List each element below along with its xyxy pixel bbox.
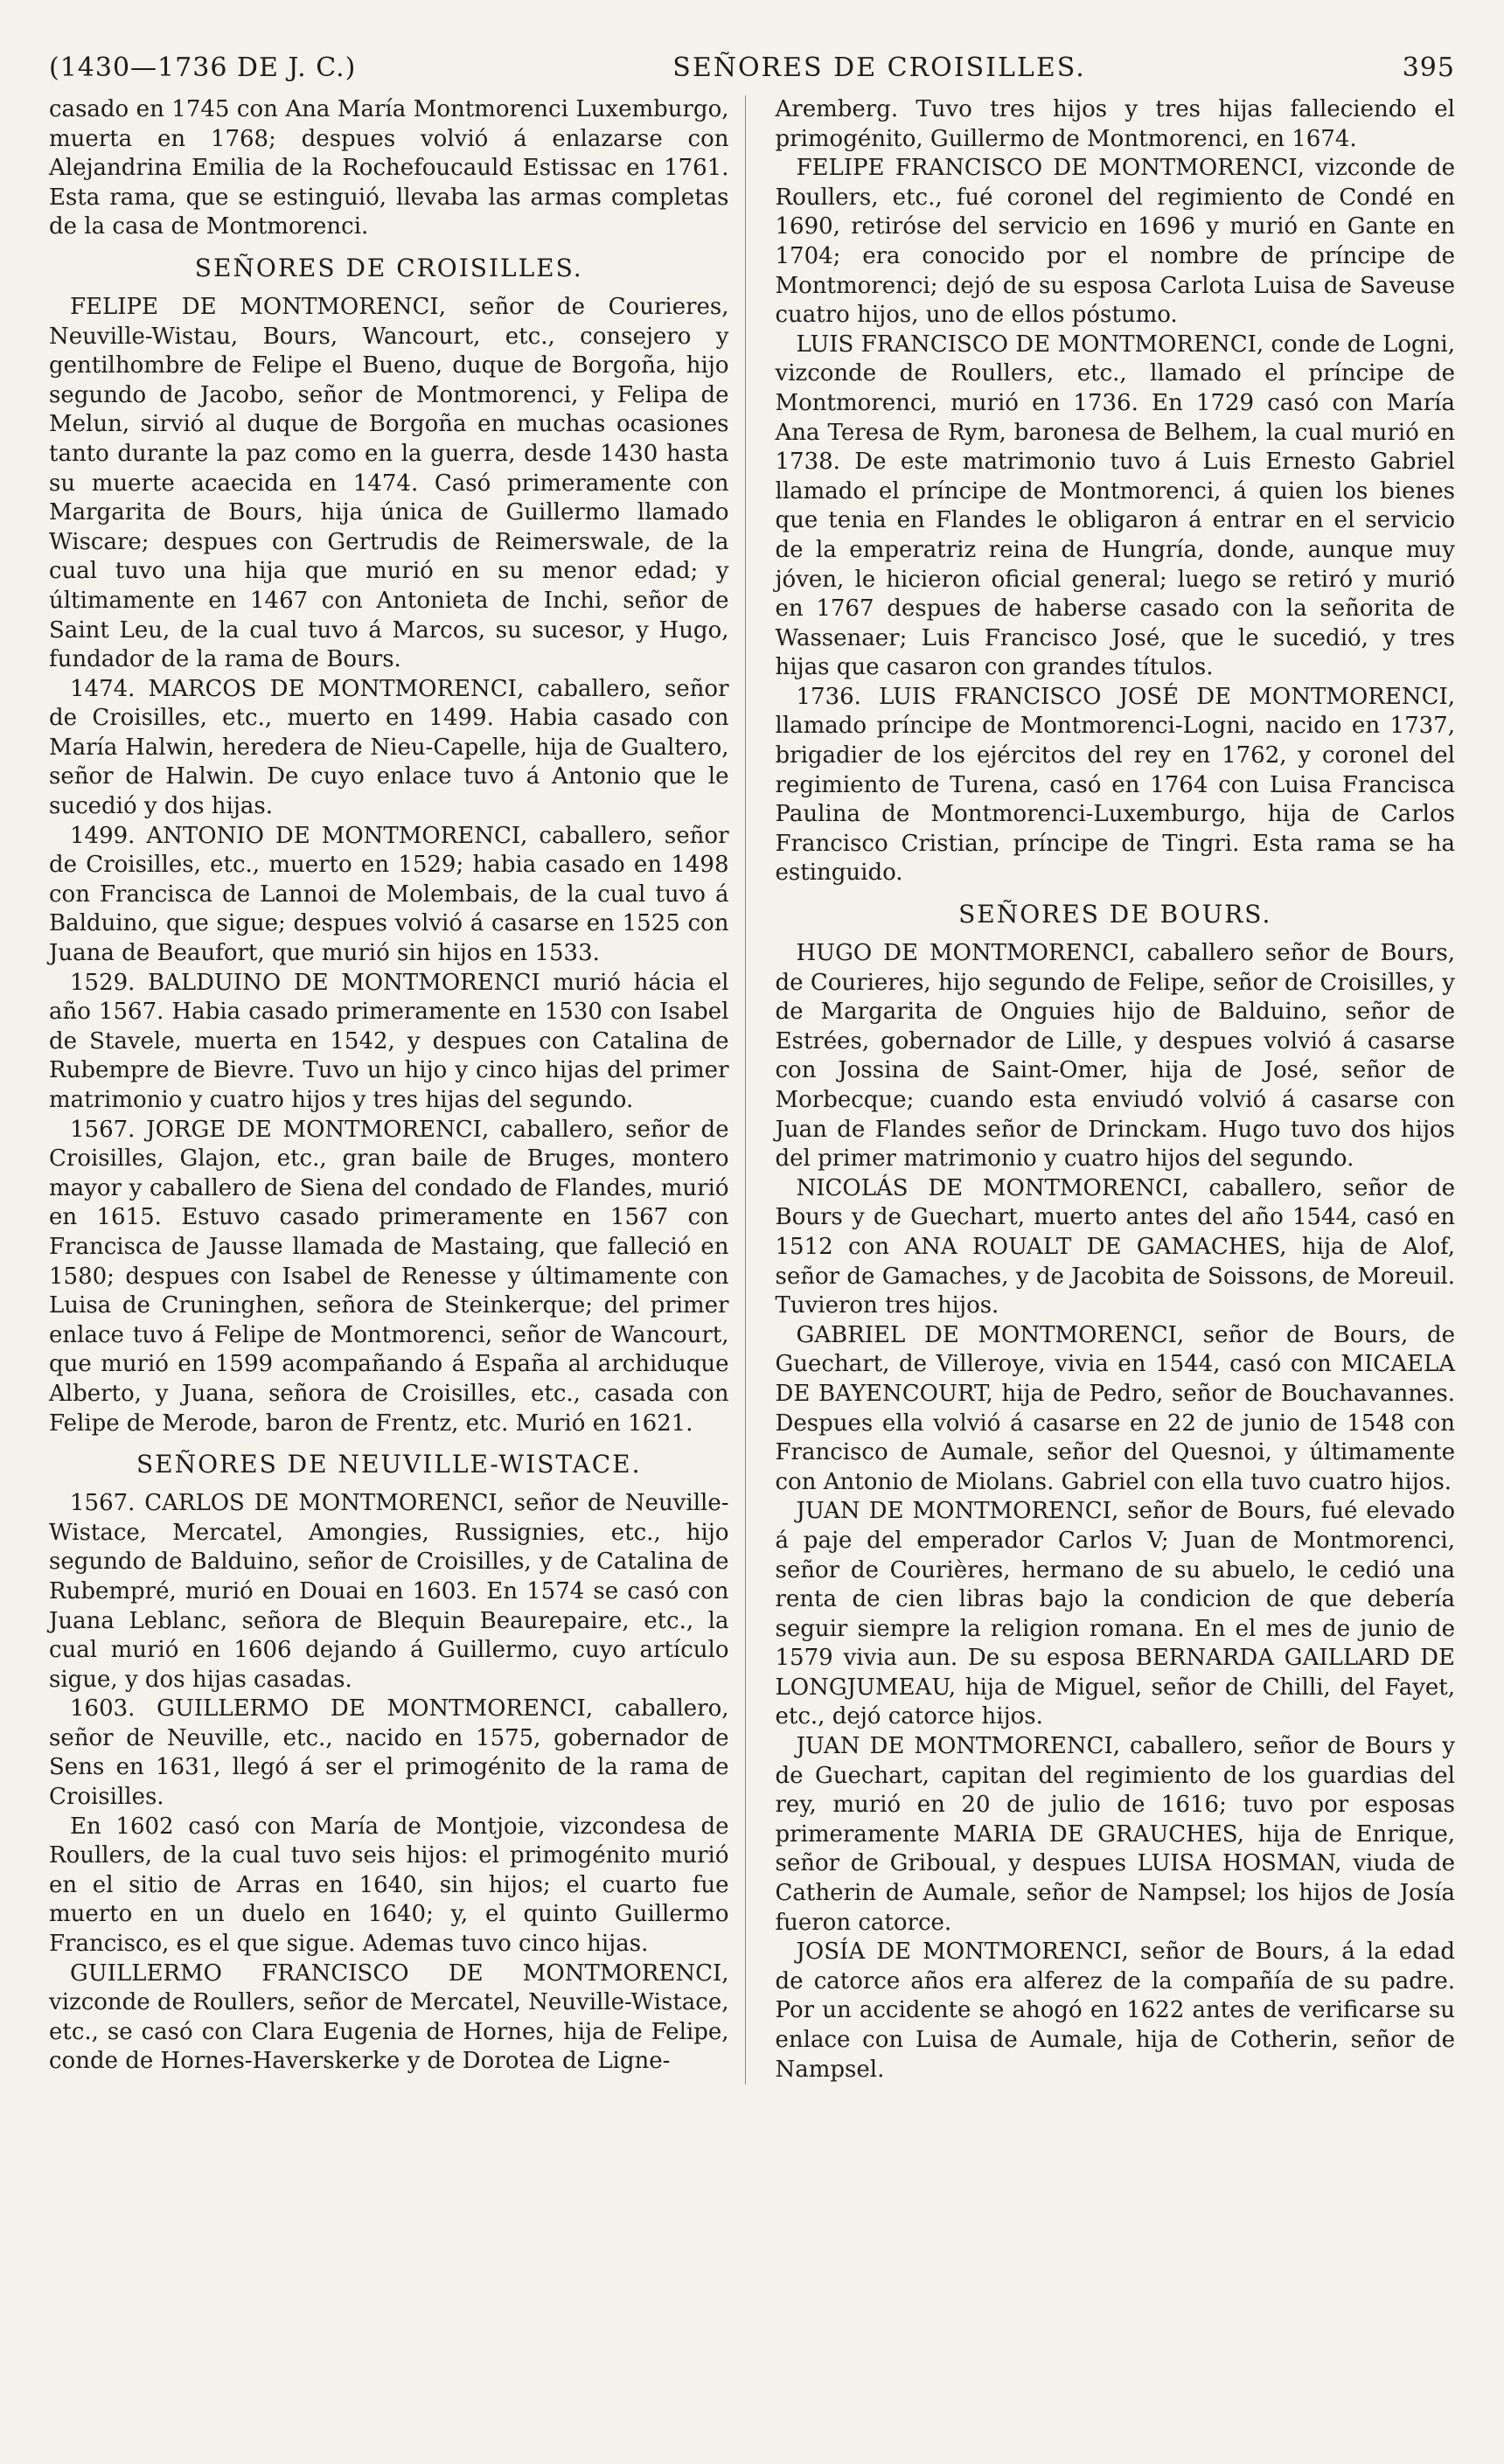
- right-column: [776, 95, 1456, 2085]
- paragraph: HUGO DE MONTMORENCI, caballero señor de Bours, de Courieres, hijo segundo de Felipe, señor de Croisilles, y de Margarita de Onguies hijo de Balduino, señor de Estrées, gobernador de Lille, y despues volvió á casarse con Jossina de Saint-Omer, hija de José, señor de Morbecque; cuando esta enviudó volvió á casarse con Juan de Flandes señor de Drinckam. Hugo tuvo dos hijos del primer matrimonio y cuatro hijos del segundo.: [775, 940, 1455, 1173]
- paragraph: JUAN DE MONTMORENCI, señor de Bours, fué elevado á paje del emperador Carlos V; Juan de Montmorenci, señor de Courières, hermano de su abuelo, le cedió una renta de cien libras bajo la condicion de que debería seguir siempre la religion romana. En el mes de junio de 1579 vivia aun. De su esposa BERNARDA GAILLARD DE LONGJUMEAU, hija de Miguel, señor de Chilli, del Fayet, etc., dejó catorce hijos.: [775, 1498, 1455, 1730]
- running-header: [49, 52, 1455, 83]
- paragraph: JOSÍA DE MONTMORENCI, señor de Bours, á la edad de catorce años era alferez de la compañía de su padre. Por un accidente se ahogó en 1622 antes de verificarse su enlace con Luisa de Aumale, hija de Cotherin, señor de Nampsel.: [775, 1938, 1455, 2083]
- paragraph: FELIPE DE MONTMORENCI, señor de Courieres, Neuville-Wistau, Bours, Wancourt, etc., consejero y gentilhombre de Felipe el Bueno, duque de Borgoña, hijo segundo de Jacobo, señor de Montmorenci, y Felipa de Melun, sirvió al duque de Borgoña en muchas ocasiones tanto durante la paz como en la guerra, desde 1430 hasta su muerte acaecida en 1474. Casó primeramente con Margarita de Bours, hija única de Guillermo llamado Wiscare; despues con Gertrudis de Reimerswale, de la cual tuvo una hija que murió en su menor edad; y últimamente en 1467 con Antonieta de Inchi, señor de Saint Leu, de la cual tuvo á Marcos, su sucesor, y Hugo, fundador de la rama de Bours.: [49, 293, 729, 673]
- page-number: 395: [1402, 52, 1455, 83]
- paragraph: 1529. BALDUINO DE MONTMORENCI murió hácia el año 1567. Habia casado primeramente en 1530 con Isabel de Stavele, muerta en 1542, y despues con Catalina de Rubempre de Bievre. Tuvo un hijo y cinco hijas del primer matrimonio y cuatro hijos y tres hijas del segundo.: [49, 969, 729, 1113]
- paragraph: GABRIEL DE MONTMORENCI, señor de Bours, de Guechart, de Villeroye, vivia en 1544, casó con MICAELA DE BAYENCOURT, hija de Pedro, señor de Bouchavannes. Despues ella volvió á casarse en 22 de junio de 1548 con Francisco de Aumale, señor del Quesnoi, y últimamente con Antonio de Miolans. Gabriel con ella tuvo cuatro hijos.: [775, 1321, 1455, 1495]
- paragraph: En 1602 casó con María de Montjoie, vizcondesa de Roullers, de la cual tuvo seis hijos: el primogénito murió en el sitio de Arras en 1640, sin hijos; el cuarto fue muerto en un duelo en 1640; y, el quinto Guillermo Francisco, es el que sigue. Ademas tuvo cinco hijas.: [49, 1813, 729, 1958]
- paragraph: NICOLÁS DE MONTMORENCI, caballero, señor de Bours y de Guechart, muerto antes del año 1544, casó en 1512 con ANA ROUALT DE GAMACHES, hija de Alof, señor de Gamaches, y de Jacobita de Soissons, de Moreuil. Tuvieron tres hijos.: [775, 1174, 1455, 1319]
- left-column: [49, 95, 746, 2085]
- section-heading-croisilles: SEÑORES DE CROISILLES.: [194, 253, 583, 282]
- paragraph: 1567. CARLOS DE MONTMORENCI, señor de Neuville-Wistace, Mercatel, Amongies, Russignies, etc., hijo segundo de Balduino, señor de Croisilles, y de Catalina de Rubempré, murió en Douai en 1603. En 1574 se casó con Juana Leblanc, señora de Blequin Beaurepaire, etc., la cual murió en 1606 dejando á Guillermo, cuyo artículo sigue, y dos hijas casadas.: [49, 1490, 729, 1693]
- section-heading-bours: SEÑORES DE BOURS.: [958, 900, 1272, 929]
- paragraph: 1603. GUILLERMO DE MONTMORENCI, caballero, señor de Neuville, etc., nacido en 1575, gobernador de Sens en 1631, llegó á ser el primogénito de la rama de Croisilles.: [49, 1695, 729, 1811]
- header-title: SEÑORES DE CROISILLES.: [672, 52, 1086, 83]
- paragraph: 1499. ANTONIO DE MONTMORENCI, caballero, señor de Croisilles, etc., muerto en 1529; habia casado en 1498 con Francisca de Lannoi de Molembais, de la cual tuvo á Balduino, que sigue; despues volvió á casarse en 1525 con Juana de Beaufort, que murió sin hijos en 1533.: [49, 822, 729, 967]
- paragraph: 1474. MARCOS DE MONTMORENCI, caballero, señor de Croisilles, etc., muerto en 1499. Habia casado con María Halwin, heredera de Nieu-Capelle, hija de Gualtero, señor de Halwin. De cuyo enlace tuvo á Antonio que le sucedió y dos hijas.: [49, 675, 729, 820]
- paragraph: LUIS FRANCISCO DE MONTMORENCI, conde de Logni, vizconde de Roullers, etc., llamado el príncipe de Montmorenci, murió en 1736. En 1729 casó con María Ana Teresa de Rym, baronesa de Belhem, la cual murió en 1738. De este matrimonio tuvo á Luis Ernesto Gabriel llamado el príncipe de Montmorenci, á quien los bienes que tenia en Flandes le obligaron á entrar en el servicio de la emperatriz reina de Hungría, donde, aunque muy jóven, le hicieron oficial general; luego se retiró y murió en 1767 despues de haberse casado con la señorita de Wassenaer; Luis Francisco José, que le sucedió, y tres hijas que casaron con grandes títulos.: [775, 331, 1455, 681]
- two-column-body: [49, 95, 1455, 2085]
- paragraph: JUAN DE MONTMORENCI, caballero, señor de Bours y de Guechart, capitan del regimiento de los guardias del rey, murió en 20 de julio de 1616; tuvo por esposas primeramente MARIA DE GRAUCHES, hija de Enrique, señor de Griboual, y despues LUISA HOSMAN, viuda de Catherin de Aumale, señor de Nampsel; los hijos de Josía fueron catorce.: [775, 1733, 1455, 1936]
- paragraph: FELIPE FRANCISCO DE MONTMORENCI, vizconde de Roullers, etc., fué coronel del regimiento de Condé en 1690, retiróse del servicio en 1696 y murió en Gante en 1704; era conocido por el nombre de príncipe de Montmorenci; dejó de su esposa Carlota Luisa de Saveuse cuatro hijos, uno de ellos póstumo.: [775, 155, 1455, 329]
- paragraph: GUILLERMO FRANCISCO DE MONTMORENCI, vizconde de Roullers, señor de Mercatel, Neuville-Wistace, etc., se casó con Clara Eugenia de Hornes, hija de Felipe, conde de Hornes-Haverskerke y de Dorotea de Ligne-: [49, 1959, 729, 2075]
- header-date-range: (1430—1736 DE J. C.): [49, 52, 357, 83]
- paragraph: Aremberg. Tuvo tres hijos y tres hijas falleciendo el primogénito, Guillermo de Montmorenci, en 1674.: [775, 96, 1455, 152]
- paragraph: casado en 1745 con Ana María Montmorenci Luxemburgo, muerta en 1768; despues volvió á enlazarse con Alejandrina Emilia de la Rochefoucauld Estissac en 1761. Esta rama, que se estinguió, llevaba las armas completas de la casa de Montmorenci.: [49, 96, 729, 240]
- paragraph: 1736. LUIS FRANCISCO JOSÉ DE MONTMORENCI, llamado príncipe de Montmorenci-Logni, nacido en 1737, brigadier de los ejércitos del rey en 1762, y coronel del regimiento de Turena, casó en 1764 con Luisa Francisca Paulina de Montmorenci-Luxemburgo, hija de Carlos Francisco Cristian, príncipe de Tingri. Esta rama se ha estinguido.: [775, 683, 1455, 887]
- paragraph: 1567. JORGE DE MONTMORENCI, caballero, señor de Croisilles, Glajon, etc., gran baile de Bruges, montero mayor y caballero de Siena del condado de Flandes, murió en 1615. Estuvo casado primeramente en 1567 con Francisca de Jausse llamada de Mastaing, que falleció en 1580; despues con Isabel de Renesse y últimamente con Luisa de Cruninghen, señora de Steinkerque; del primer enlace tuvo á Felipe de Montmorenci, señor de Wancourt, que murió en 1599 acompañando á España al archiduque Alberto, y Juana, señora de Croisilles, etc., casada con Felipe de Merode, baron de Frentz, etc. Murió en 1621.: [49, 1116, 729, 1437]
- section-heading-neuville: SEÑORES DE NEUVILLE-WISTACE.: [136, 1450, 642, 1479]
